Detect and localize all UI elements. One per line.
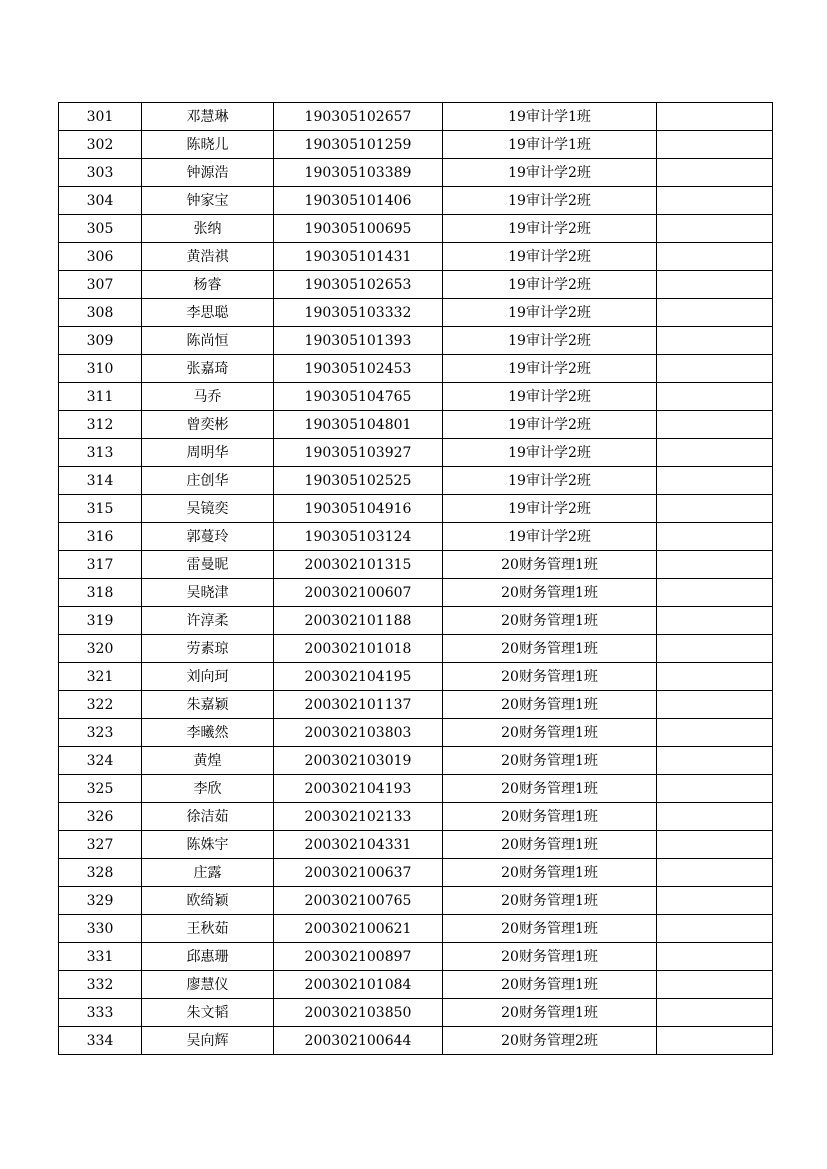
class-name-cell: 20财务管理1班	[443, 663, 657, 691]
student-name-cell: 雷曼昵	[142, 551, 274, 579]
row-number-cell: 326	[59, 803, 142, 831]
row-number-cell: 322	[59, 691, 142, 719]
table-row	[59, 159, 773, 187]
row-number-cell: 320	[59, 635, 142, 663]
row-number-cell: 309	[59, 327, 142, 355]
table-row	[59, 859, 773, 887]
student-name-cell: 杨睿	[142, 271, 274, 299]
student-id-cell: 190305101431	[274, 243, 443, 271]
row-number-cell: 303	[59, 159, 142, 187]
student-id-cell: 190305101406	[274, 187, 443, 215]
class-name-cell: 20财务管理1班	[443, 691, 657, 719]
class-name-cell: 20财务管理1班	[443, 943, 657, 971]
table-row	[59, 803, 773, 831]
remark-cell	[657, 523, 773, 551]
remark-cell	[657, 999, 773, 1027]
table-row	[59, 495, 773, 523]
student-name-cell: 朱文韬	[142, 999, 274, 1027]
class-name-cell: 19审计学2班	[443, 159, 657, 187]
student-name-cell: 张嘉琦	[142, 355, 274, 383]
student-name-cell: 邓慧琳	[142, 103, 274, 131]
remark-cell	[657, 187, 773, 215]
class-name-cell: 20财务管理1班	[443, 971, 657, 999]
class-name-cell: 20财务管理1班	[443, 551, 657, 579]
remark-cell	[657, 635, 773, 663]
table-row	[59, 691, 773, 719]
table-row	[59, 103, 773, 131]
student-name-cell: 陈尚恒	[142, 327, 274, 355]
class-name-cell: 20财务管理1班	[443, 803, 657, 831]
student-id-cell: 190305104801	[274, 411, 443, 439]
remark-cell	[657, 775, 773, 803]
student-name-cell: 庄露	[142, 859, 274, 887]
remark-cell	[657, 383, 773, 411]
table-row	[59, 383, 773, 411]
row-number-cell: 308	[59, 299, 142, 327]
row-number-cell: 325	[59, 775, 142, 803]
student-name-cell: 郭蔓玲	[142, 523, 274, 551]
class-name-cell: 19审计学2班	[443, 215, 657, 243]
row-number-cell: 314	[59, 467, 142, 495]
row-number-cell: 312	[59, 411, 142, 439]
student-id-cell: 200302101188	[274, 607, 443, 635]
class-name-cell: 19审计学1班	[443, 131, 657, 159]
row-number-cell: 301	[59, 103, 142, 131]
table-row	[59, 579, 773, 607]
student-name-cell: 李思聪	[142, 299, 274, 327]
student-name-cell: 庄创华	[142, 467, 274, 495]
remark-cell	[657, 691, 773, 719]
class-name-cell: 20财务管理1班	[443, 635, 657, 663]
student-name-cell: 欧绮颖	[142, 887, 274, 915]
table-row	[59, 355, 773, 383]
student-name-cell: 曾奕彬	[142, 411, 274, 439]
row-number-cell: 306	[59, 243, 142, 271]
remark-cell	[657, 859, 773, 887]
student-name-cell: 刘向珂	[142, 663, 274, 691]
class-name-cell: 19审计学2班	[443, 355, 657, 383]
student-list-table	[58, 102, 773, 1055]
remark-cell	[657, 579, 773, 607]
remark-cell	[657, 495, 773, 523]
remark-cell	[657, 943, 773, 971]
row-number-cell: 328	[59, 859, 142, 887]
student-name-cell: 钟源浩	[142, 159, 274, 187]
table-row	[59, 775, 773, 803]
table-row	[59, 971, 773, 999]
student-id-cell: 200302103803	[274, 719, 443, 747]
remark-cell	[657, 663, 773, 691]
remark-cell	[657, 103, 773, 131]
student-id-cell: 200302104331	[274, 831, 443, 859]
remark-cell	[657, 719, 773, 747]
student-id-cell: 190305102453	[274, 355, 443, 383]
student-id-cell: 190305103124	[274, 523, 443, 551]
row-number-cell: 329	[59, 887, 142, 915]
remark-cell	[657, 803, 773, 831]
row-number-cell: 313	[59, 439, 142, 467]
student-id-cell: 190305102525	[274, 467, 443, 495]
table-row	[59, 607, 773, 635]
class-name-cell: 20财务管理1班	[443, 831, 657, 859]
student-name-cell: 钟家宝	[142, 187, 274, 215]
table-row	[59, 187, 773, 215]
remark-cell	[657, 915, 773, 943]
remark-cell	[657, 327, 773, 355]
remark-cell	[657, 355, 773, 383]
student-name-cell: 陈姝宇	[142, 831, 274, 859]
student-name-cell: 吴晓津	[142, 579, 274, 607]
class-name-cell: 19审计学2班	[443, 411, 657, 439]
student-id-cell: 200302101315	[274, 551, 443, 579]
class-name-cell: 20财务管理2班	[443, 1027, 657, 1055]
class-name-cell: 19审计学2班	[443, 187, 657, 215]
student-id-cell: 190305104765	[274, 383, 443, 411]
row-number-cell: 304	[59, 187, 142, 215]
student-id-cell: 190305103332	[274, 299, 443, 327]
student-id-cell: 190305104916	[274, 495, 443, 523]
student-id-cell: 200302100765	[274, 887, 443, 915]
remark-cell	[657, 243, 773, 271]
class-name-cell: 20财务管理1班	[443, 915, 657, 943]
student-id-cell: 200302101084	[274, 971, 443, 999]
remark-cell	[657, 551, 773, 579]
remark-cell	[657, 439, 773, 467]
student-name-cell: 朱嘉颖	[142, 691, 274, 719]
student-id-cell: 190305101393	[274, 327, 443, 355]
student-id-cell: 200302100637	[274, 859, 443, 887]
remark-cell	[657, 1027, 773, 1055]
student-name-cell: 张纳	[142, 215, 274, 243]
row-number-cell: 302	[59, 131, 142, 159]
student-name-cell: 徐洁茹	[142, 803, 274, 831]
class-name-cell: 19审计学2班	[443, 495, 657, 523]
student-id-cell: 200302100621	[274, 915, 443, 943]
row-number-cell: 310	[59, 355, 142, 383]
class-name-cell: 19审计学1班	[443, 103, 657, 131]
table-row	[59, 327, 773, 355]
row-number-cell: 316	[59, 523, 142, 551]
student-id-cell: 200302101137	[274, 691, 443, 719]
class-name-cell: 19审计学2班	[443, 467, 657, 495]
table-row	[59, 747, 773, 775]
table-row	[59, 215, 773, 243]
student-id-cell: 200302100607	[274, 579, 443, 607]
student-id-cell: 190305102653	[274, 271, 443, 299]
remark-cell	[657, 271, 773, 299]
table-row	[59, 523, 773, 551]
student-id-cell: 200302102133	[274, 803, 443, 831]
row-number-cell: 307	[59, 271, 142, 299]
remark-cell	[657, 159, 773, 187]
student-id-cell: 200302100897	[274, 943, 443, 971]
row-number-cell: 333	[59, 999, 142, 1027]
student-name-cell: 陈晓儿	[142, 131, 274, 159]
row-number-cell: 305	[59, 215, 142, 243]
remark-cell	[657, 887, 773, 915]
student-name-cell: 周明华	[142, 439, 274, 467]
student-id-cell: 200302100644	[274, 1027, 443, 1055]
class-name-cell: 20财务管理1班	[443, 859, 657, 887]
class-name-cell: 20财务管理1班	[443, 607, 657, 635]
class-name-cell: 20财务管理1班	[443, 999, 657, 1027]
student-name-cell: 许淳柔	[142, 607, 274, 635]
student-name-cell: 王秋茹	[142, 915, 274, 943]
student-id-cell: 190305101259	[274, 131, 443, 159]
remark-cell	[657, 747, 773, 775]
table-row	[59, 943, 773, 971]
table-row	[59, 131, 773, 159]
class-name-cell: 20财务管理1班	[443, 579, 657, 607]
student-id-cell: 190305100695	[274, 215, 443, 243]
table-row	[59, 831, 773, 859]
row-number-cell: 327	[59, 831, 142, 859]
remark-cell	[657, 467, 773, 495]
row-number-cell: 331	[59, 943, 142, 971]
student-name-cell: 劳素琼	[142, 635, 274, 663]
table-row	[59, 719, 773, 747]
student-name-cell: 吴向辉	[142, 1027, 274, 1055]
student-name-cell: 黄煌	[142, 747, 274, 775]
class-name-cell: 19审计学2班	[443, 327, 657, 355]
class-name-cell: 19审计学2班	[443, 299, 657, 327]
student-id-cell: 200302104195	[274, 663, 443, 691]
row-number-cell: 321	[59, 663, 142, 691]
student-name-cell: 李曦然	[142, 719, 274, 747]
class-name-cell: 19审计学2班	[443, 383, 657, 411]
table-row	[59, 1027, 773, 1055]
student-id-cell: 200302103850	[274, 999, 443, 1027]
student-name-cell: 廖慧仪	[142, 971, 274, 999]
row-number-cell: 323	[59, 719, 142, 747]
student-name-cell: 李欣	[142, 775, 274, 803]
remark-cell	[657, 607, 773, 635]
student-name-cell: 邱惠珊	[142, 943, 274, 971]
student-id-cell: 190305103389	[274, 159, 443, 187]
class-name-cell: 20财务管理1班	[443, 775, 657, 803]
row-number-cell: 318	[59, 579, 142, 607]
table-row	[59, 551, 773, 579]
class-name-cell: 20财务管理1班	[443, 747, 657, 775]
student-id-cell: 200302103019	[274, 747, 443, 775]
student-id-cell: 190305102657	[274, 103, 443, 131]
remark-cell	[657, 215, 773, 243]
class-name-cell: 19审计学2班	[443, 271, 657, 299]
table-row	[59, 243, 773, 271]
row-number-cell: 324	[59, 747, 142, 775]
table-row	[59, 635, 773, 663]
remark-cell	[657, 299, 773, 327]
student-name-cell: 吴镜奕	[142, 495, 274, 523]
class-name-cell: 20财务管理1班	[443, 719, 657, 747]
student-name-cell: 马乔	[142, 383, 274, 411]
table-row	[59, 915, 773, 943]
table-row	[59, 439, 773, 467]
student-id-cell: 200302104193	[274, 775, 443, 803]
student-id-cell: 190305103927	[274, 439, 443, 467]
table-row	[59, 467, 773, 495]
row-number-cell: 311	[59, 383, 142, 411]
table-row	[59, 299, 773, 327]
class-name-cell: 19审计学2班	[443, 243, 657, 271]
student-name-cell: 黄浩祺	[142, 243, 274, 271]
row-number-cell: 319	[59, 607, 142, 635]
table-row	[59, 887, 773, 915]
class-name-cell: 19审计学2班	[443, 523, 657, 551]
remark-cell	[657, 411, 773, 439]
row-number-cell: 330	[59, 915, 142, 943]
row-number-cell: 317	[59, 551, 142, 579]
remark-cell	[657, 971, 773, 999]
class-name-cell: 19审计学2班	[443, 439, 657, 467]
remark-cell	[657, 131, 773, 159]
row-number-cell: 315	[59, 495, 142, 523]
row-number-cell: 334	[59, 1027, 142, 1055]
table-row	[59, 271, 773, 299]
row-number-cell: 332	[59, 971, 142, 999]
student-id-cell: 200302101018	[274, 635, 443, 663]
table-row	[59, 999, 773, 1027]
table-body	[59, 103, 773, 1055]
class-name-cell: 20财务管理1班	[443, 887, 657, 915]
table-row	[59, 411, 773, 439]
remark-cell	[657, 831, 773, 859]
table-row	[59, 663, 773, 691]
